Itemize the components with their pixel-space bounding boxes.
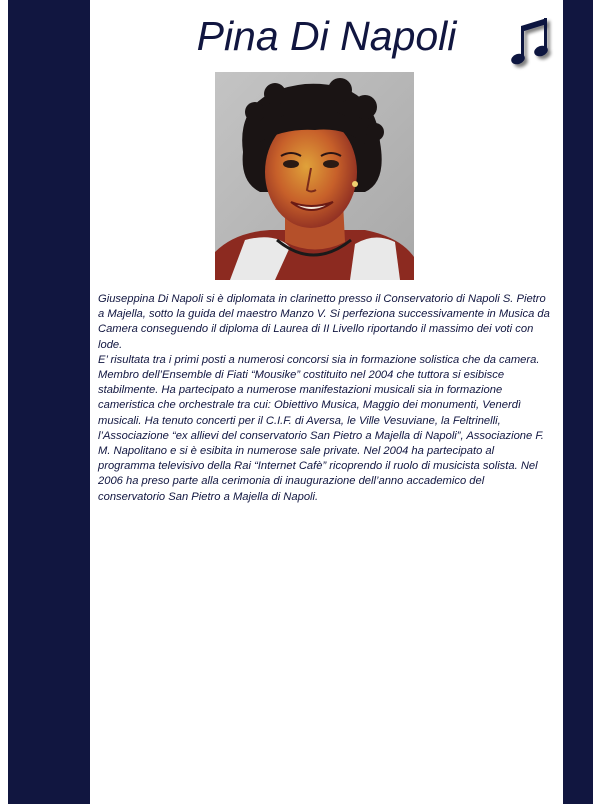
right-sidebar-band bbox=[563, 0, 593, 804]
portrait-photo bbox=[215, 72, 414, 280]
page-title: Pina Di Napoli bbox=[196, 13, 457, 59]
bio-paragraph: Giuseppina Di Napoli si è diplomata in clarinetto presso il Conservatorio di Napoli S. Pietro a Majella, sotto la guida del maestro Manzo V. Si perfeziona successivamente in Musica da Camera conseguendo il diploma di Laurea di II Livello riportando il massimo dei voti con lode. bbox=[98, 293, 550, 351]
bio-paragraph: Membro dell’Ensemble di Fiati “Mousike” costituito nel 2004 che tuttora si esibisce stabilmente. Ha partecipato a numerose manifestazioni musicali sia in formazione cameristica che orchestrale tra cui: Obiettivo Musica, Maggio dei monumenti, Venerdì musicali. Ha tenuto concerti per il C.I.F. di Aversa, le Ville Vesuviane, la Feltrinelli, l’Associazione “ex allievi del conservatorio San Pietro a Majella di Napoli”, Associazione F. M. Napolitano e si è esibita in numerose sale private. Nel 2004 ha partecipato al programma televisivo della Rai “Internet Cafè” ricoprendo il ruolo di musicista solista. Nel 2006 ha preso parte alla cerimonia di inaugurazione dell’anno accademico del conservatorio San Pietro a Majella di Napoli. bbox=[98, 369, 544, 503]
biography-text bbox=[98, 292, 553, 505]
music-note-icon bbox=[508, 12, 558, 72]
bio-paragraph: E’ risultata tra i primi posti a numerosi concorsi sia in formazione solistica che da camera. bbox=[98, 353, 540, 366]
left-sidebar-band bbox=[8, 0, 90, 804]
